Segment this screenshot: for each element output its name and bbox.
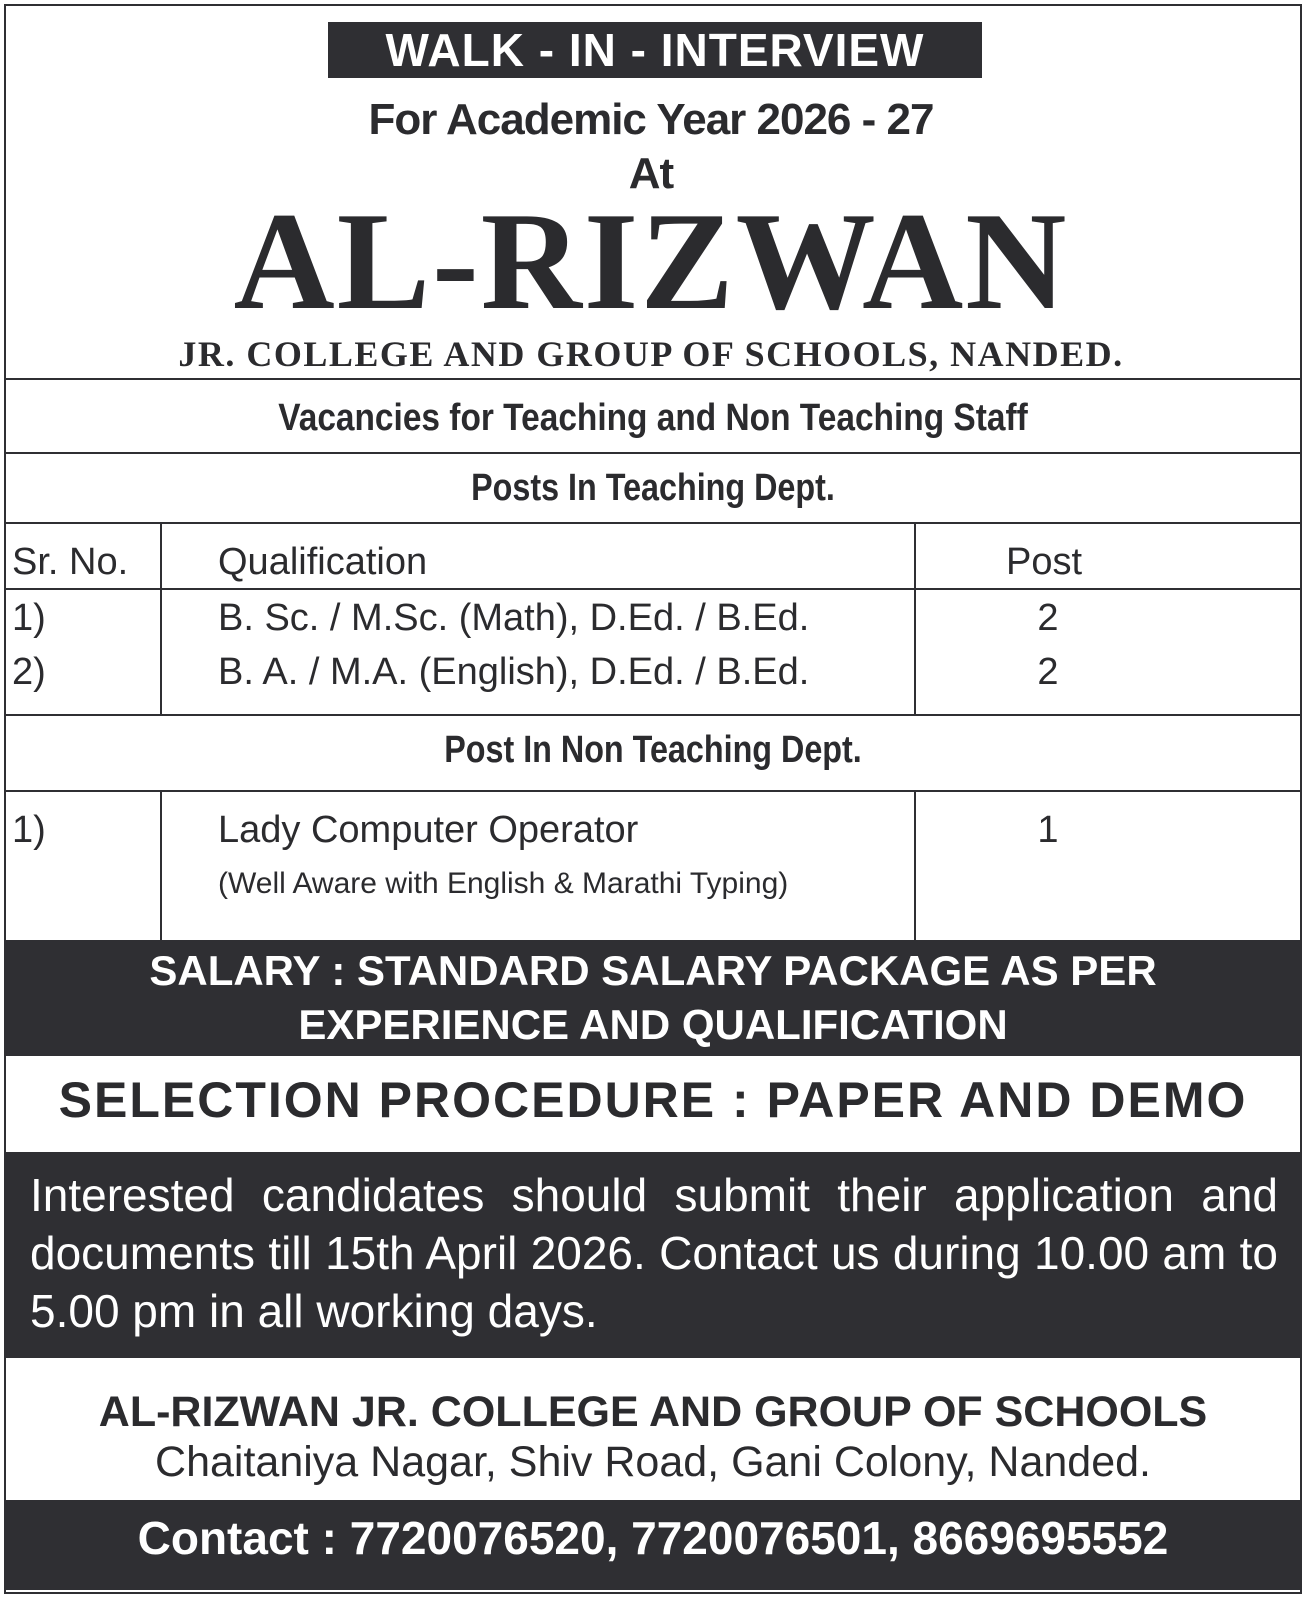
divider — [6, 522, 1300, 524]
row-post-count: 2 — [1037, 651, 1059, 693]
salary-line-2: EXPERIENCE AND QUALIFICATION — [298, 1001, 1008, 1048]
walk-in-banner: WALK - IN - INTERVIEW — [328, 22, 982, 78]
at-label: At — [628, 149, 674, 198]
row-post-count: 2 — [1037, 597, 1059, 639]
selection-procedure: SELECTION PROCEDURE : PAPER AND DEMO — [58, 1072, 1248, 1128]
row-qualification: Lady Computer Operator — [218, 809, 639, 851]
academic-year: For Academic Year 2026 - 27 — [368, 95, 934, 144]
vacancies-title: Vacancies for Teaching and Non Teaching Staff — [278, 397, 1028, 439]
contact-numbers: Contact : 7720076520, 7720076501, 8669695552 — [6, 1500, 1300, 1590]
organization-name: AL-RIZWAN JR. COLLEGE AND GROUP OF SCHOOLS — [98, 1388, 1208, 1436]
column-header-sr-no: Sr. No. — [12, 541, 129, 583]
row-post-count: 1 — [1037, 809, 1059, 851]
row-qualification: B. A. / M.A. (English), D.Ed. / B.Ed. — [218, 651, 810, 693]
divider — [6, 588, 1300, 590]
divider — [6, 378, 1300, 380]
teaching-dept-title: Posts In Teaching Dept. — [471, 467, 835, 509]
row-sr-no: 2) — [12, 651, 46, 693]
column-header-post: Post — [1005, 541, 1083, 583]
advertisement — [4, 4, 1302, 1594]
row-qualification: B. Sc. / M.Sc. (Math), D.Ed. / B.Ed. — [218, 597, 810, 639]
application-instructions: Interested candidates should submit their application and documents till 15th April 2026. Contact us during 10.00 am to 5.00 pm in all working days. — [6, 1152, 1300, 1358]
divider — [6, 790, 1300, 792]
non-teaching-dept-title: Post In Non Teaching Dept. — [444, 729, 862, 771]
row-sr-no: 1) — [12, 597, 46, 639]
address: Chaitaniya Nagar, Shiv Road, Gani Colony, Nanded. — [155, 1438, 1151, 1486]
brand-title: AL-RIZWAN — [233, 184, 1069, 339]
row-sr-no: 1) — [12, 809, 46, 851]
column-header-qualification: Qualification — [218, 541, 428, 583]
salary-banner — [6, 940, 1300, 1056]
salary-line-1: SALARY : STANDARD SALARY PACKAGE AS PER — [149, 947, 1157, 994]
column-divider — [160, 522, 162, 716]
institution-subtitle: JR. COLLEGE AND GROUP OF SCHOOLS, NANDED. — [178, 334, 1124, 374]
row-qualification-note: (Well Aware with English & Marathi Typing) — [218, 867, 789, 900]
column-divider — [160, 790, 162, 940]
divider — [6, 714, 1300, 716]
divider — [6, 452, 1300, 454]
